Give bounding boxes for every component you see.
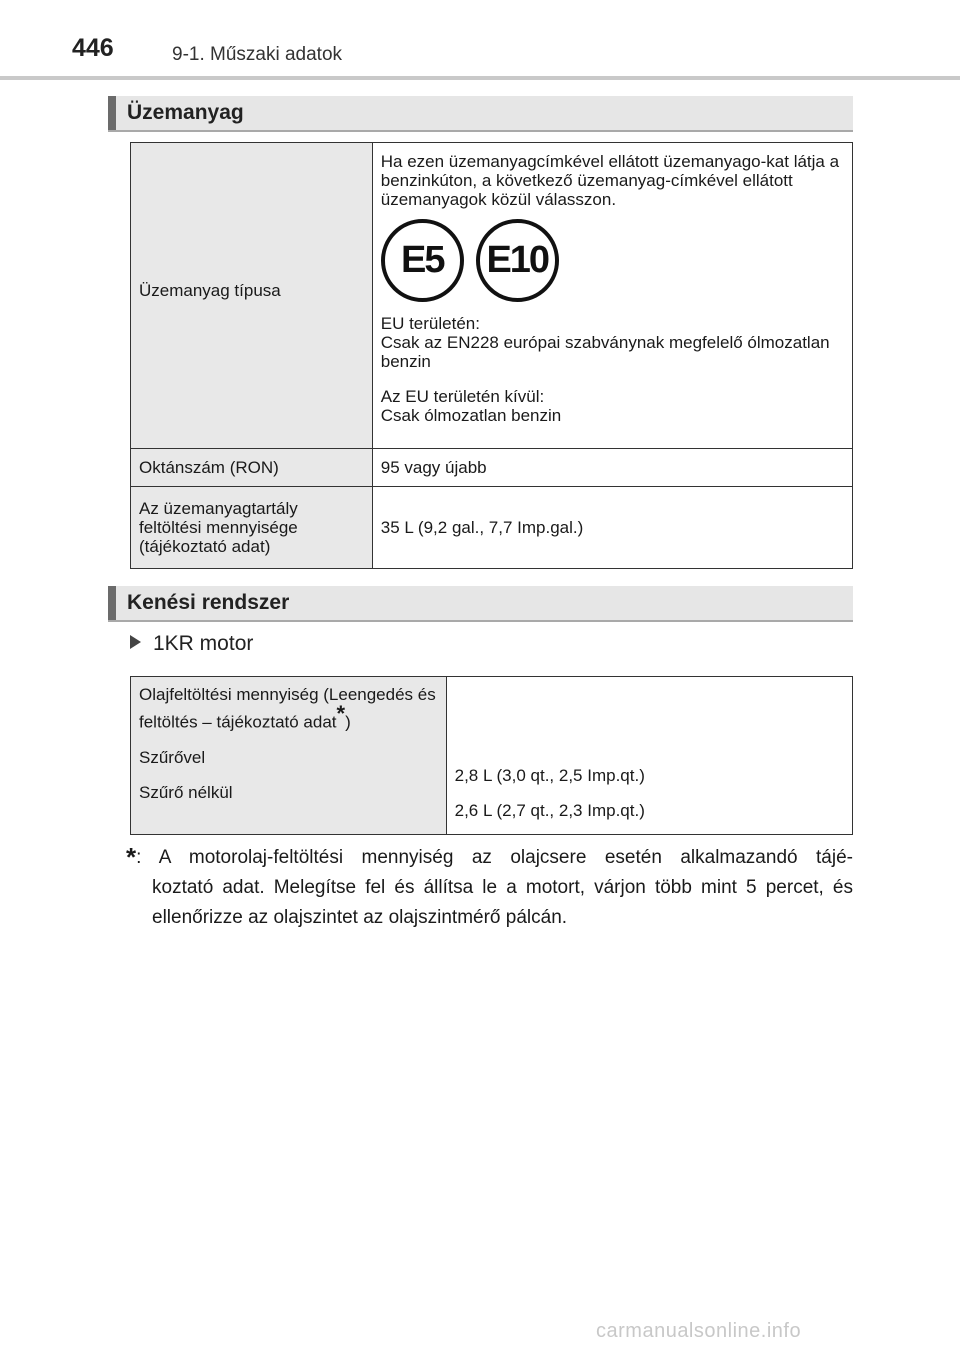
oil-capacity-table xyxy=(130,676,853,835)
fuel-type-value xyxy=(372,143,852,449)
oil-capacity-heading-close: ) xyxy=(345,712,351,732)
octane-label: Oktánszám (RON) xyxy=(131,449,373,487)
chapter-title: 9-1. Műszaki adatok xyxy=(172,44,343,65)
table-row xyxy=(131,677,853,835)
oil-capacity-heading-text: Olajfeltöltési mennyiség (Leengedés és feltöltés – tájékoztató adat xyxy=(139,685,436,732)
footnote-first-line xyxy=(126,842,853,873)
fuel-mark-e10-icon: E10 xyxy=(476,219,559,302)
fuel-label-marks xyxy=(381,219,844,302)
fuel-spec-table xyxy=(130,142,853,569)
heading-accent-bar xyxy=(108,586,116,620)
footnote-star: * xyxy=(126,842,137,872)
watermark: carmanualsonline.info xyxy=(596,1320,802,1342)
triangle-bullet-icon xyxy=(130,635,141,649)
eu-heading: EU területén: xyxy=(380,314,480,333)
fuel-section-title: Üzemanyag xyxy=(127,101,244,124)
octane-value: 95 vagy újabb xyxy=(372,449,852,487)
engine-name: 1KR motor xyxy=(153,632,254,655)
tank-capacity-label: Az üzemanyagtartály feltöltési mennyisége (tájékoztató adat) xyxy=(131,487,373,569)
engine-subheading xyxy=(130,632,253,656)
table-row xyxy=(131,487,853,569)
oil-capacity-heading xyxy=(139,685,438,732)
fuel-type-label: Üzemanyag típusa xyxy=(131,143,373,449)
lube-section-title: Kenési rendszer xyxy=(127,591,290,614)
fuel-section-heading xyxy=(108,96,853,132)
table-row xyxy=(131,449,853,487)
header-divider xyxy=(0,76,960,80)
fuel-label-intro: Ha ezen üzemanyagcímkével ellátott üzemanyago-kat látja a benzinkúton, a következő üzemanyag-címkével ellátott üzemanyagok közül válasszon. xyxy=(380,152,840,209)
heading-accent-bar xyxy=(108,96,116,130)
without-filter-label: Szűrő nélkül xyxy=(139,782,233,802)
lube-section-heading xyxy=(108,586,853,622)
oil-values-cell xyxy=(446,677,852,835)
footnote-continuation: koztató adat. Melegítse fel és állítsa le a motort, várjon több mint 5 percet, és ellenőrizze az olajszintet az olajszintmérő pálcán. xyxy=(152,877,853,928)
with-filter-value: 2,8 L (3,0 qt., 2,5 Imp.qt.) xyxy=(454,766,645,785)
fuel-mark-e5-icon: E5 xyxy=(381,219,464,302)
oil-labels-cell xyxy=(131,677,447,835)
footnote-line1-text: : A motorolaj-feltöltési mennyiség az olajcsere esetén alkalmazandó tájé- xyxy=(136,847,853,868)
non-eu-heading: Az EU területén kívül: xyxy=(380,387,545,406)
page-number: 446 xyxy=(72,34,114,62)
without-filter-value: 2,6 L (2,7 qt., 2,3 Imp.qt.) xyxy=(454,801,645,820)
eu-text: Csak az EN228 európai szabványnak megfelelő ólmozatlan benzin xyxy=(380,333,830,371)
footnote-marker: * xyxy=(336,701,346,726)
table-row xyxy=(131,143,853,449)
tank-capacity-value: 35 L (9,2 gal., 7,7 Imp.gal.) xyxy=(372,487,852,569)
with-filter-label: Szűrővel xyxy=(139,747,206,767)
non-eu-text: Csak ólmozatlan benzin xyxy=(380,406,562,425)
footnote xyxy=(126,842,853,933)
